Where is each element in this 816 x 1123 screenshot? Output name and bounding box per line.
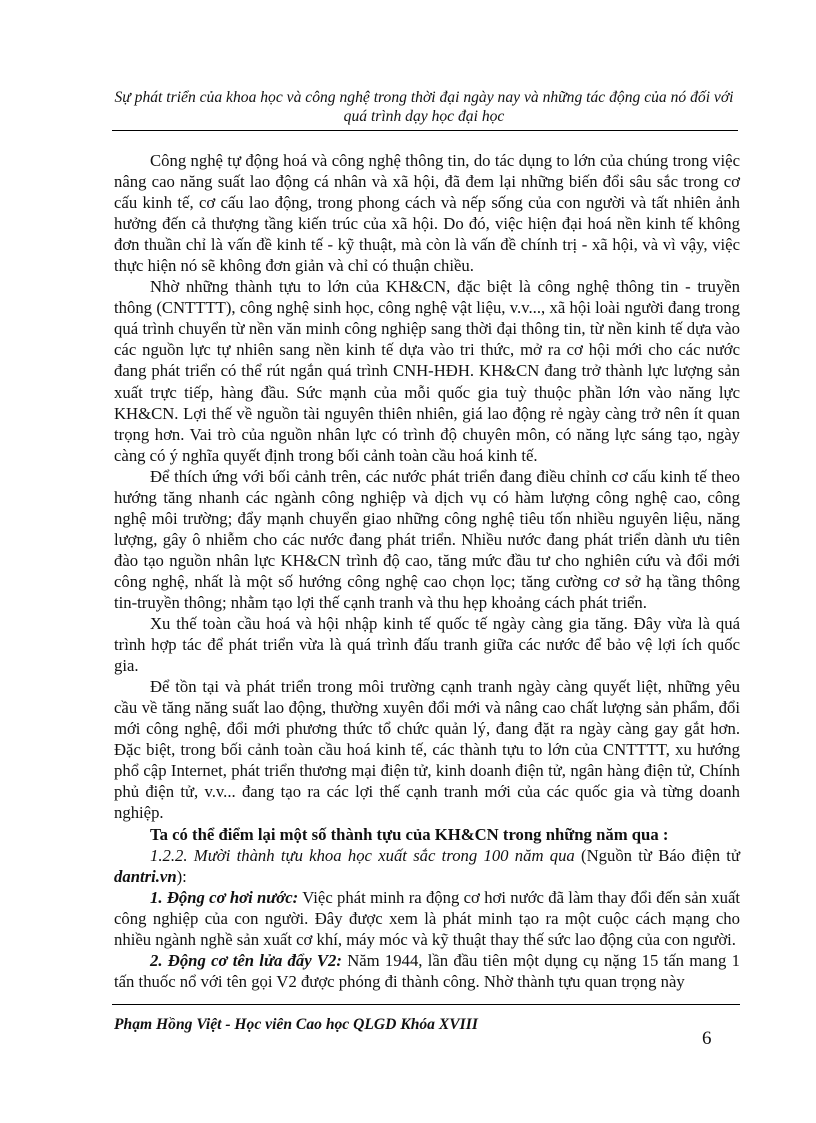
paragraph: Nhờ những thành tựu to lớn của KH&CN, đặc biệt là công nghệ thông tin - truyền thông (CNTTTT), công nghệ sinh học, công nghệ vật liệu, v.v..., xã hội loài người đang trong quá trình chuyển từ nền văn minh công nghiệp sang thời đại thông tin, từ nền kinh tế dựa vào các nguồn lực tự nhiên sang nền kinh tế dựa vào tri thức, mở ra cơ hội mới cho các nước đang phát triển có thể rút ngắn quá trình CNH-HĐH. KH&CN đang trở thành lực lượng sản xuất trực tiếp, hàng đầu. Sức mạnh của mỗi quốc gia tuỳ thuộc phần lớn vào năng lực KH&CN. Lợi thế về nguồn tài nguyên thiên nhiên, giá lao động rẻ ngày càng trở nên ít quan trọng hơn. Vai trò của nguồn nhân lực có trình độ chuyên môn, có năng lực sáng tạo, ngày càng có ý nghĩa quyết định trong bối cảnh toàn cầu hoá kinh tế. (114, 277, 740, 465)
footer-divider (112, 1004, 740, 1005)
achievements-intro: Ta có thể điểm lại một số thành tựu của KH&CN trong những năm qua : (150, 824, 669, 844)
source-end: ): (176, 866, 187, 886)
paragraph: Để thích ứng với bối cảnh trên, các nước phát triển đang điều chỉnh cơ cấu kinh tế theo hướng tăng nhanh các ngành công nghiệp và dịch vụ có hàm lượng công nghệ cao, công nghệ môi trường; đẩy mạnh chuyển giao những công nghệ tiêu tốn nhiều nguyên liệu, năng lượng, gây ô nhiễm cho các nước đang phát triển. Nhiều nước đang phát triển dành ưu tiên đào tạo nguồn nhân lực KH&CN trình độ cao, tăng mức đầu tư cho nghiên cứu và đổi mới công nghệ, nhất là một số hướng công nghệ cao chọn lọc; tăng cường cơ sở hạ tầng thông tin-truyền thông; nhằm tạo lợi thế cạnh tranh và thu hẹp khoảng cách phát triển. (114, 466, 740, 612)
source-name: dantri.vn (114, 866, 177, 886)
source-text: (Nguồn từ Báo điện tử (574, 845, 740, 865)
running-header: Sự phát triển của khoa học và công nghệ trong thời đại ngày nay và những tác động của nó đối với quá trình dạy học đại học (114, 89, 734, 125)
page-number: 6 (702, 1028, 712, 1049)
section-title: 1.2.2. Mười thành tựu khoa học xuất sắc trong 100 năm qua (150, 845, 575, 865)
item-text: Năm 1944, lần đầu tiên một dụng cụ nặng 15 tấn mang 1 tấn thuốc nổ với tên gọi V2 được phóng đi thành công. Nhờ thành tựu quan trọng này (114, 950, 740, 991)
list-item (114, 950, 740, 992)
list-item (114, 887, 740, 950)
item-text: Việc phát minh ra động cơ hơi nước đã làm thay đổi đến sản xuất công nghiệp của con người. Đây được xem là phát minh tạo ra một cuộc cách mạng cho nhiều ngành nghề sản xuất cơ khí, máy móc và kỹ thuật thay thế sức lao động của con người. (114, 887, 741, 949)
item-title: 1. Động cơ hơi nước: (150, 887, 299, 907)
footer-author: Phạm Hồng Việt - Học viên Cao học QLGD Khóa XVIII (114, 1016, 478, 1033)
item-title: 2. Động cơ tên lửa đẩy V2: (150, 950, 342, 970)
paragraph: Xu thế toàn cầu hoá và hội nhập kinh tế quốc tế ngày càng gia tăng. Đây vừa là quá trình hợp tác để phát triển vừa là quá trình đấu tranh giữa các nước để bảo vệ lợi ích quốc gia. (114, 614, 740, 676)
document-body (114, 150, 740, 992)
header-divider (112, 130, 738, 131)
paragraph: Công nghệ tự động hoá và công nghệ thông tin, do tác dụng to lớn của chúng trong việc nâng cao năng suất lao động cá nhân và xã hội, đã đem lại những biến đổi sâu sắc trong cơ cấu kinh tế, cơ cấu lao động, trong phong cách và nếp sống của con người và tất nhiên ảnh hưởng đến cả thượng tầng kiến trúc của xã hội. Do đó, việc hiện đại hoá nền kinh tế không đơn thuần chỉ là vấn đề kinh tế - kỹ thuật, mà còn là vấn đề chính trị - xã hội, và vì vậy, việc thực hiện nó sẽ không đơn giản và chỉ có thuận chiều. (114, 151, 740, 276)
paragraph: Để tồn tại và phát triển trong môi trường cạnh tranh ngày càng quyết liệt, những yêu cầu về tăng năng suất lao động, thường xuyên đổi mới và nâng cao chất lượng sản phẩm, đổi mới công nghệ, đổi mới phương thức tổ chức quản lý, đang đặt ra ngày càng gay gắt hơn. Đặc biệt, trong bối cảnh toàn cầu hoá kinh tế, các thành tựu to lớn của CNTTTT, xu hướng phổ cập Internet, phát triển thương mại điện tử, kinh doanh điện tử, ngân hàng điện tử, Chính phủ điện tử, v.v... đang tạo ra các lợi thế cạnh tranh mới của các quốc gia và từng doanh nghiệp. (114, 677, 740, 823)
section-heading (114, 845, 740, 887)
